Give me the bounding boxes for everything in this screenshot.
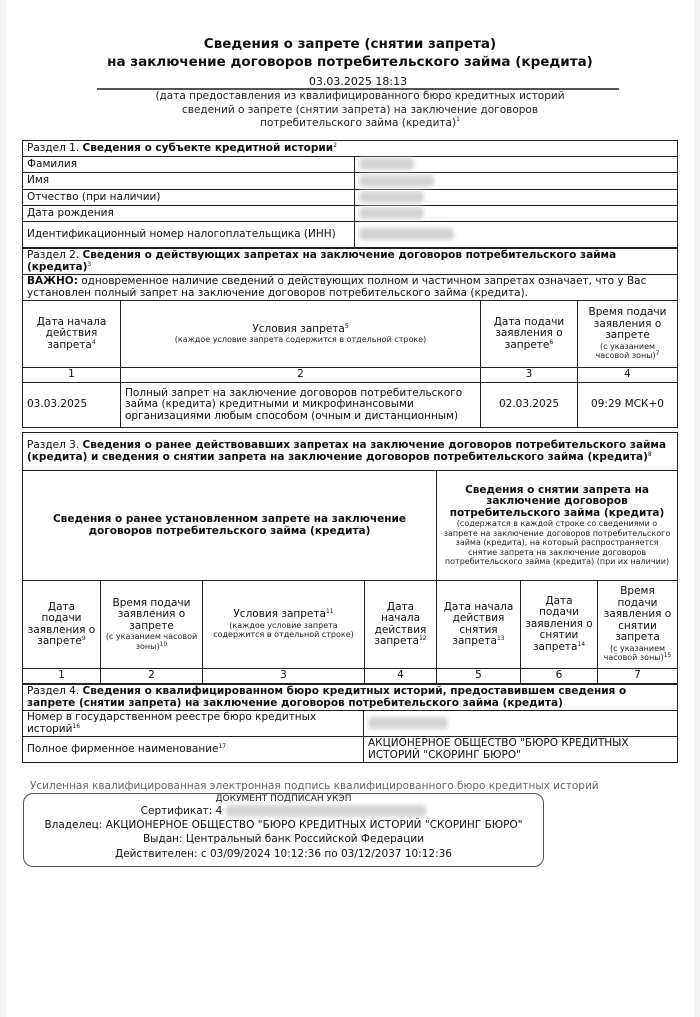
issue-datetime: 03.03.2025 18:13 <box>97 75 619 90</box>
section-2-column-numbers: 1 2 3 4 <box>23 368 678 383</box>
bureau-full-name: АКЦИОНЕРНОЕ ОБЩЕСТВО "БЮРО КРЕДИТНЫХ ИСТОРИЙ "СКОРИНГ БЮРО" <box>364 737 678 763</box>
title-line-2: на заключение договоров потребительского займа (кредита) <box>107 54 593 70</box>
ban-application-time: 09:29 МСК+0 <box>578 383 678 428</box>
section-2-column-headers <box>23 301 678 368</box>
title-line-1: Сведения о запрете (снятии запрета) <box>203 36 497 52</box>
section-1-header: Раздел 1. Сведения о субъекте кредитной истории$^2$ <box>23 141 678 157</box>
section-4-table <box>22 684 678 763</box>
patronymic-value-redacted <box>355 190 678 206</box>
section-2-table <box>22 248 678 428</box>
stamp-owner: Владелец: АКЦИОНЕРНОЕ ОБЩЕСТВО "БЮРО КРЕДИТНЫХ ИСТОРИЙ "СКОРИНГ БЮРО" <box>44 819 523 831</box>
subject-row-birthdate: Дата рождения <box>23 206 678 222</box>
subject-row-surname: Фамилия <box>23 157 678 173</box>
section-4-header: Раздел 4. Сведения о квалифицированном бюро кредитных историй, предоставившем сведения о запрете (снятии запрета) на заключение договоров потребительского займа (кредита) <box>23 685 678 711</box>
section-1-table <box>22 140 678 248</box>
section-3-column-numbers: 1 2 3 4 5 6 7 <box>23 669 678 684</box>
ban-conditions: Полный запрет на заключение договоров потребительского займа (кредита) кредитными и микрофинансовыми организациями любым способом (очным и дистанционным) <box>121 383 481 428</box>
stamp-header: ДОКУМЕНТ ПОДПИСАН УКЭП <box>215 794 352 804</box>
section-2-header: Раздел 2. Сведения о действующих запретах на заключение договоров потребительского займа (кредита)$^3$ <box>23 249 678 275</box>
ban-start-date: 03.03.2025 <box>23 383 121 428</box>
stamp-certificate: Сертификат: 4 <box>24 804 543 819</box>
col-application-date-header: Дата подачи заявления о запрете$^6$ <box>481 301 578 368</box>
registry-number-redacted <box>364 711 678 737</box>
stamp-issuer: Выдан: Центральный банк Российской Федерации <box>142 833 425 845</box>
signature-caption: Усиленная квалифицированная электронная подпись квалифицированного бюро кредитных историй <box>30 780 599 792</box>
previous-ban-group-header: Сведения о ранее установленном запрете на заключение договоров потребительского займа (кредита) <box>23 471 437 581</box>
section-3-table <box>22 432 678 684</box>
important-notice: ВАЖНО: одновременное наличие сведений о действующих полном и частичном запретах означает, что у Вас установлен полный запрет на заключение договоров потребительского займа (кредита). <box>23 275 678 301</box>
issue-caption: (дата предоставления из квалифицированного бюро кредитных историй сведений о запрете (снятии запрета) на заключение договоров потребительского займа (кредита)$^1$ <box>155 90 565 129</box>
surname-value-redacted <box>355 157 678 173</box>
col-conditions-header: Условия запрета$^5$ (каждое условие запрета содержится в отдельной строке) <box>121 301 481 368</box>
signature-stamp <box>23 793 544 867</box>
inn-value-redacted <box>355 222 678 248</box>
subject-row-patronymic: Отчество (при наличии) <box>23 190 678 206</box>
name-value-redacted <box>355 173 678 190</box>
ban-removal-group-header: Сведения о снятии запрета на заключение договоров потребительского займа (кредита) (содержатся в каждой строке со сведениями о запрете на заключение договоров потребительского займа (кредита), на который распространяется снятие запрета на заключение договоров потребительского займа (кредита) (при их наличии) <box>437 471 678 581</box>
active-ban-row <box>23 383 678 428</box>
ban-application-date: 02.03.2025 <box>481 383 578 428</box>
section-3-header: Раздел 3. Сведения о ранее действовавших запретах на заключение договоров потребительского займа (кредита) и сведения о снятии запрета на заключение договоров потребительского займа (кредита)$^8$ <box>23 433 678 471</box>
section-3-column-headers: Дата подачи заявления о запрете$^9$ Время подачи заявления о запрете (с указанием часовой зоны)$^{10}$ Условия запрета$^{11}$ (каждое условие запрета содержится в отдельной строке) Дата начала действия запрета$^{12}$ Дата начала действия снятия запрета$^{13}$ Дата подачи заявления о снятии запрета$^{14}$ Время подачи заявления о снятии запрета (с указанием часовой зоны)$^{15}$ <box>23 581 678 669</box>
subject-row-inn: Идентификационный номер налогоплательщика (ИНН) <box>23 222 678 248</box>
bureau-registry-row: Номер в государственном реестре бюро кредитных историй$^{16}$ <box>23 711 678 737</box>
stamp-validity: Действителен: с 03/09/2024 10:12:36 по 03/12/2037 10:12:36 <box>115 848 452 860</box>
col-start-date-header: Дата начала действия запрета$^4$ <box>23 301 121 368</box>
subject-row-name: Имя <box>23 173 678 190</box>
document-title <box>0 35 700 71</box>
bureau-name-row: Полное фирменное наименование$^{17}$ АКЦИОНЕРНОЕ ОБЩЕСТВО "БЮРО КРЕДИТНЫХ ИСТОРИЙ "СКОРИНГ БЮРО" <box>23 737 678 763</box>
col-application-time-header: Время подачи заявления о запрете (с указанием часовой зоны)$^7$ <box>578 301 678 368</box>
birthdate-value-redacted <box>355 206 678 222</box>
